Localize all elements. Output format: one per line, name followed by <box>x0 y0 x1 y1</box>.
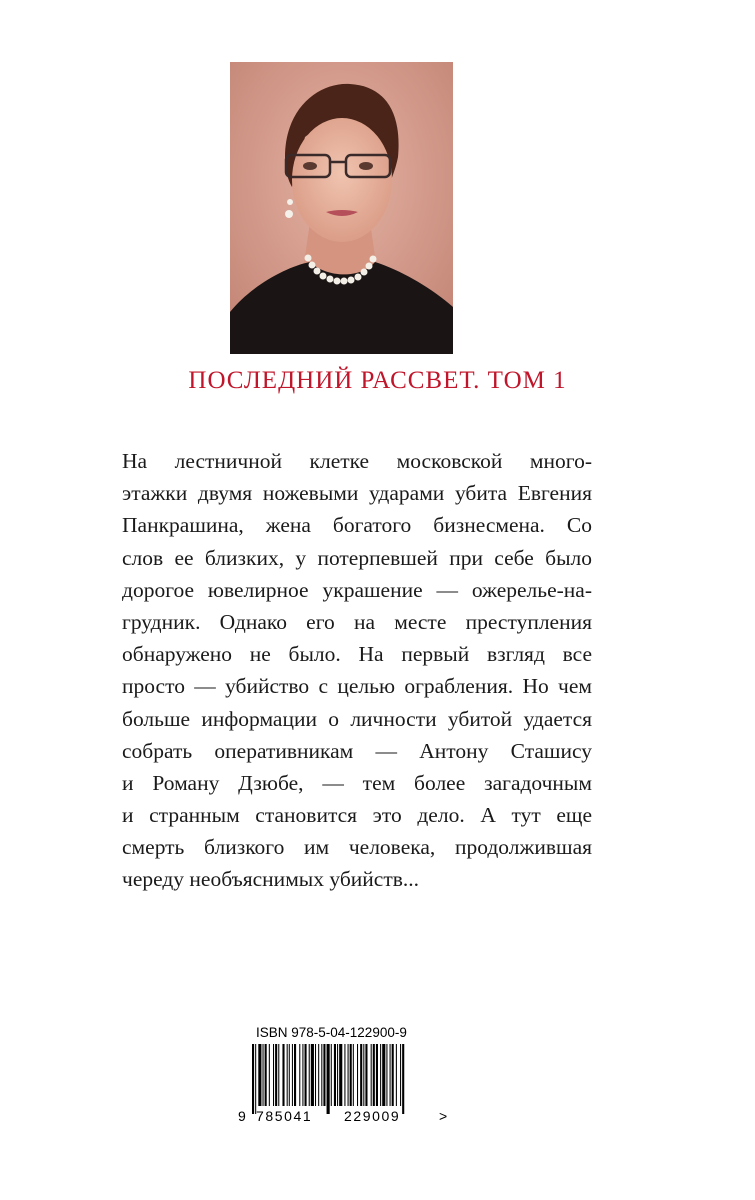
annotation-line: собрать оперативникам — Антону Сташису <box>122 738 592 763</box>
barcode-bar <box>380 1044 381 1106</box>
author-photo <box>230 62 453 354</box>
annotation-line: и странным становится это дело. А тут еще <box>122 803 592 828</box>
annotation-line: На лестничной клетке московской много- <box>122 449 592 473</box>
barcode-bar <box>265 1044 267 1106</box>
barcode-bar <box>339 1044 342 1106</box>
barcode-bar <box>305 1044 307 1106</box>
barcode-bar <box>275 1044 277 1106</box>
barcode-bar <box>287 1044 288 1106</box>
barcode-bar <box>327 1044 330 1114</box>
barcode-bar <box>282 1044 284 1106</box>
barcode-lead-digit: 9 <box>238 1108 246 1124</box>
annotation-line: больше информации о личности убитой удается <box>122 706 592 731</box>
barcode-bar <box>396 1044 397 1106</box>
barcode-bar <box>402 1044 404 1114</box>
barcode-bar <box>258 1044 261 1106</box>
annotation-line: череду необъяснимых убийств... <box>122 867 420 892</box>
barcode-digits-right: 229009 <box>344 1108 401 1124</box>
barcode-bar <box>311 1044 314 1106</box>
barcode-bar <box>263 1044 264 1106</box>
barcode-bar <box>321 1044 322 1106</box>
annotation-line: этажки двумя ножевыми ударами убита Евгения <box>122 481 592 506</box>
barcode-bar <box>371 1044 372 1106</box>
isbn-barcode <box>236 1020 451 1145</box>
barcode-bar <box>302 1044 303 1106</box>
barcode-bar <box>334 1044 336 1106</box>
barcode-bar <box>294 1044 296 1106</box>
barcode-bar <box>331 1044 332 1106</box>
book-annotation <box>122 445 592 896</box>
annotation-line: слов ее близких, у потерпевшей при себе было <box>122 545 592 570</box>
annotation-line: просто — убийство с целью ограбления. Но чем <box>122 674 592 699</box>
barcode-bar <box>365 1044 367 1106</box>
barcode-digits-left: 785041 <box>256 1108 313 1124</box>
barcode-bar <box>273 1044 274 1106</box>
barcode-bar <box>309 1044 310 1106</box>
barcode-bar <box>353 1044 354 1106</box>
annotation-line: Панкрашина, жена богатого бизнесмена. Со <box>122 513 592 538</box>
barcode-bar <box>392 1044 394 1106</box>
barcode-bar <box>400 1044 401 1106</box>
annotation-line: обнаружено не было. На первый взгляд все <box>122 642 592 667</box>
barcode-bar <box>386 1044 387 1106</box>
annotation-line: и Роману Дзюбе, — тем более загадочным <box>122 770 592 795</box>
barcode-bar <box>318 1044 319 1106</box>
barcode-bar <box>363 1044 364 1106</box>
barcode-bar <box>278 1044 279 1106</box>
barcode-bar <box>337 1044 338 1106</box>
barcode-bar <box>315 1044 316 1106</box>
author-portrait-illustration <box>230 62 453 354</box>
book-title: ПОСЛЕДНИЙ РАССВЕТ. ТОМ 1 <box>188 367 567 394</box>
barcode-bar <box>382 1044 385 1106</box>
annotation-line: грудник. Однако его на месте преступления <box>122 609 592 634</box>
barcode-bar <box>252 1044 254 1114</box>
barcode-bars <box>236 1044 451 1114</box>
barcode-bar <box>357 1044 358 1106</box>
barcode-bar <box>255 1044 256 1114</box>
annotation-line: смерть близкого им человека, продолжившая <box>122 835 592 860</box>
barcode-bar <box>323 1044 325 1106</box>
barcode-bar <box>390 1044 391 1106</box>
barcode-quiet-zone-mark: > <box>439 1108 448 1124</box>
barcode-bar <box>360 1044 362 1106</box>
annotation-line: дорогое ювелирное украшение — ожерелье-на- <box>122 577 592 602</box>
barcode-bar <box>292 1044 293 1106</box>
barcode-bar <box>348 1044 349 1106</box>
barcode-bar <box>350 1044 352 1106</box>
barcode-bar <box>376 1044 378 1106</box>
isbn-number: ISBN 978-5-04-122900-9 <box>256 1025 407 1040</box>
barcode-bar <box>344 1044 345 1106</box>
barcode-bar <box>299 1044 300 1106</box>
barcode-bar <box>289 1044 290 1106</box>
barcode-bar <box>373 1044 375 1106</box>
barcode-bar <box>269 1044 270 1106</box>
